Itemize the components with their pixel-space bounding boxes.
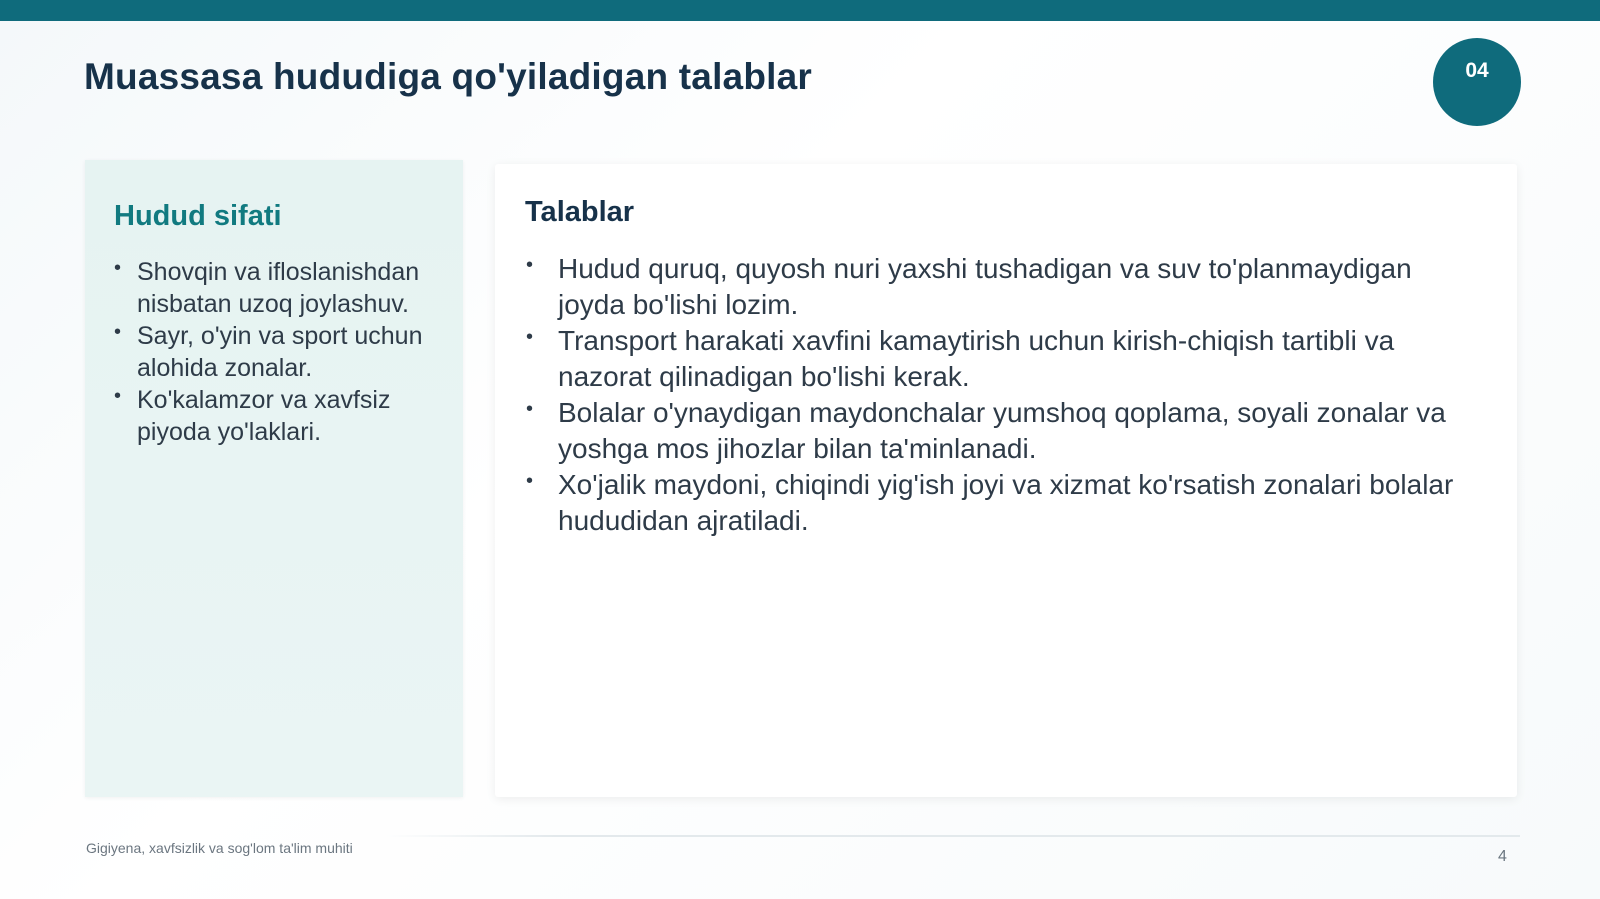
left-panel — [85, 160, 463, 797]
bullet-icon: • — [114, 321, 122, 343]
right-panel-list — [525, 251, 1485, 539]
list-item-text: Sayr, o'yin va sport uchun alohida zonalar. — [137, 322, 423, 382]
list-item — [114, 320, 444, 384]
bullet-icon: • — [526, 470, 534, 492]
right-panel-heading: Talablar — [525, 196, 635, 228]
list-item — [114, 256, 444, 320]
page-number: 4 — [1498, 848, 1507, 865]
top-accent-bar — [0, 0, 1600, 21]
left-panel-heading: Hudud sifati — [114, 200, 282, 232]
list-item-text: Ko'kalamzor va xavfsiz piyoda yo'laklari. — [137, 386, 391, 446]
section-number-badge: 04 — [1433, 38, 1521, 126]
list-item-text: Transport harakati xavfini kamaytirish uchun kirish-chiqish tartibli va nazorat qilinadigan bo'lishi kerak. — [558, 325, 1395, 392]
bullet-icon: • — [526, 326, 534, 348]
list-item-text: Shovqin va ifloslanishdan nisbatan uzoq joylashuv. — [137, 258, 420, 318]
bullet-icon: • — [526, 254, 534, 276]
list-item-text: Xo'jalik maydoni, chiqindi yig'ish joyi va xizmat ko'rsatish zonalari bolalar hududidan ajratiladi. — [558, 469, 1454, 536]
bullet-icon: • — [114, 257, 122, 279]
footer-divider — [385, 835, 1520, 837]
footer-text: Gigiyena, xavfsizlik va sog'lom ta'lim muhiti — [86, 840, 353, 856]
list-item-text: Hudud quruq, quyosh nuri yaxshi tushadigan va suv to'planmaydigan joyda bo'lishi lozim. — [558, 253, 1412, 320]
right-panel — [495, 164, 1517, 797]
list-item-text: Bolalar o'ynaydigan maydonchalar yumshoq qoplama, soyali zonalar va yoshga mos jihozlar bilan ta'minlanadi. — [558, 397, 1446, 464]
bullet-icon: • — [114, 385, 122, 407]
list-item — [114, 384, 444, 448]
bullet-icon: • — [526, 398, 534, 420]
list-item — [525, 467, 1485, 539]
list-item — [525, 323, 1485, 395]
list-item — [525, 251, 1485, 323]
list-item — [525, 395, 1485, 467]
slide-title: Muassasa hududiga qo'yiladigan talablar — [84, 56, 812, 97]
left-panel-list — [114, 256, 444, 448]
